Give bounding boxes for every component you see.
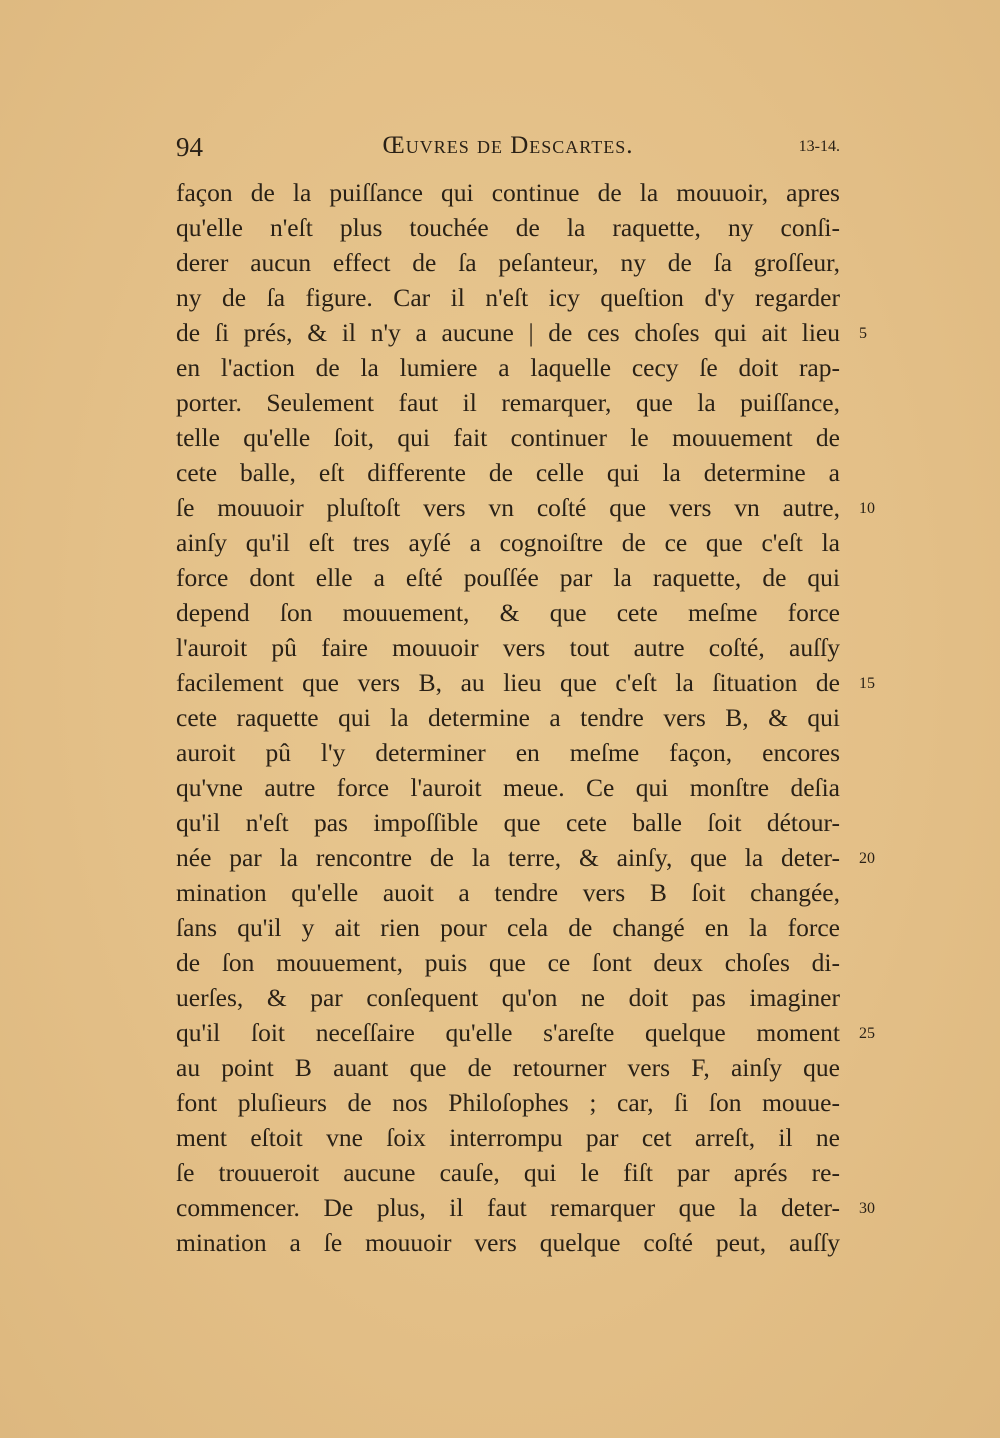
line-text: l'auroit pû faire mouuoir vers tout autre coſté, auſſy <box>176 633 840 662</box>
line-number: 5 <box>859 325 867 342</box>
line-number: 20 <box>859 850 875 867</box>
text-line <box>176 350 840 385</box>
line-text: depend ſon mouuement, & que cete meſme force <box>176 598 840 627</box>
text-line <box>176 1225 840 1260</box>
text-line <box>176 385 840 420</box>
text-line <box>176 665 875 700</box>
text-line <box>176 490 875 525</box>
text-line <box>176 1050 840 1085</box>
text-line <box>176 1120 840 1155</box>
text-line <box>176 525 840 560</box>
text-line <box>176 980 840 1015</box>
line-text: cete balle, eſt differente de celle qui la determine a <box>176 458 840 487</box>
line-text: mination a ſe mouuoir vers quelque coſté peut, auſſy <box>176 1228 840 1257</box>
text-line <box>176 1190 875 1225</box>
text-line <box>176 805 840 840</box>
text-line <box>176 245 840 280</box>
line-text: font pluſieurs de nos Philoſophes ; car, ſi ſon mouue- <box>176 1088 840 1117</box>
text-line <box>176 910 840 945</box>
text-line <box>176 280 840 315</box>
line-text: qu'il n'eſt pas impoſſible que cete balle ſoit détour- <box>176 808 840 837</box>
line-text: porter. Seulement faut il remarquer, que la puiſſance, <box>176 388 840 417</box>
text-line <box>176 875 840 910</box>
line-text: ny de ſa figure. Car il n'eſt icy queſtion d'y regarder <box>176 283 840 312</box>
line-text: mination qu'elle auoit a tendre vers B ſoit changée, <box>176 878 840 907</box>
text-line <box>176 560 840 595</box>
line-text: ſans qu'il y ait rien pour cela de changé en la force <box>176 913 840 942</box>
line-text: née par la rencontre de la terre, & ainſy, que la deter- <box>176 843 840 872</box>
page-header <box>176 128 840 168</box>
text-line <box>176 315 867 350</box>
text-line <box>176 420 840 455</box>
text-line <box>176 210 840 245</box>
line-text: ment eſtoit vne ſoix interrompu par cet arreſt, il ne <box>176 1123 840 1152</box>
page-number: 94 <box>176 132 203 162</box>
page-reference: 13-14. <box>798 138 840 155</box>
text-line <box>176 1085 840 1120</box>
line-text: ſe trouueroit aucune cauſe, qui le fiſt par aprés re- <box>176 1158 840 1187</box>
text-line <box>176 630 840 665</box>
line-text: telle qu'elle ſoit, qui fait continuer le mouuement de <box>176 423 840 452</box>
line-text: en l'action de la lumiere a laquelle cecy ſe doit rap- <box>176 353 840 382</box>
line-text: facilement que vers B, au lieu que c'eſt la ſituation de <box>176 668 840 697</box>
line-text: uerſes, & par conſequent qu'on ne doit pas imaginer <box>176 983 840 1012</box>
text-line <box>176 945 840 980</box>
text-line <box>176 595 840 630</box>
line-text: au point B auant que de retourner vers F, ainſy que <box>176 1053 840 1082</box>
line-text: de ſi prés, & il n'y a aucune | de ces choſes qui ait lieu <box>176 318 840 347</box>
line-number: 25 <box>859 1025 875 1042</box>
body-text <box>176 175 875 1260</box>
running-title: Œuvres de Descartes. <box>382 132 634 159</box>
line-text: commencer. De plus, il faut remarquer que la deter- <box>176 1193 840 1222</box>
line-text: force dont elle a eſté pouſſée par la raquette, de qui <box>176 563 840 592</box>
line-text: qu'il ſoit neceſſaire qu'elle s'areſte quelque moment <box>176 1018 840 1047</box>
text-line <box>176 700 840 735</box>
text-line <box>176 770 840 805</box>
line-text: ainſy qu'il eſt tres ayſé a cognoiſtre de ce que c'eſt la <box>176 528 840 557</box>
line-number: 15 <box>859 675 875 692</box>
line-number: 10 <box>859 500 875 517</box>
text-line <box>176 455 840 490</box>
line-text: façon de la puiſſance qui continue de la mouuoir, apres <box>176 178 840 207</box>
text-line <box>176 1015 875 1050</box>
line-text: qu'elle n'eſt plus touchée de la raquette, ny conſi- <box>176 213 840 242</box>
line-number: 30 <box>859 1200 875 1217</box>
line-text: de ſon mouuement, puis que ce ſont deux choſes di- <box>176 948 840 977</box>
line-text: cete raquette qui la determine a tendre vers B, & qui <box>176 703 840 732</box>
text-line <box>176 840 875 875</box>
line-text: qu'vne autre force l'auroit meue. Ce qui monſtre deſia <box>176 773 840 802</box>
text-line <box>176 1155 840 1190</box>
line-text: ſe mouuoir pluſtoſt vers vn coſté que vers vn autre, <box>176 493 840 522</box>
line-text: auroit pû l'y determiner en meſme façon, encores <box>176 738 840 767</box>
line-text: derer aucun effect de ſa peſanteur, ny de ſa groſſeur, <box>176 248 840 277</box>
text-line <box>176 175 840 210</box>
text-line <box>176 735 840 770</box>
